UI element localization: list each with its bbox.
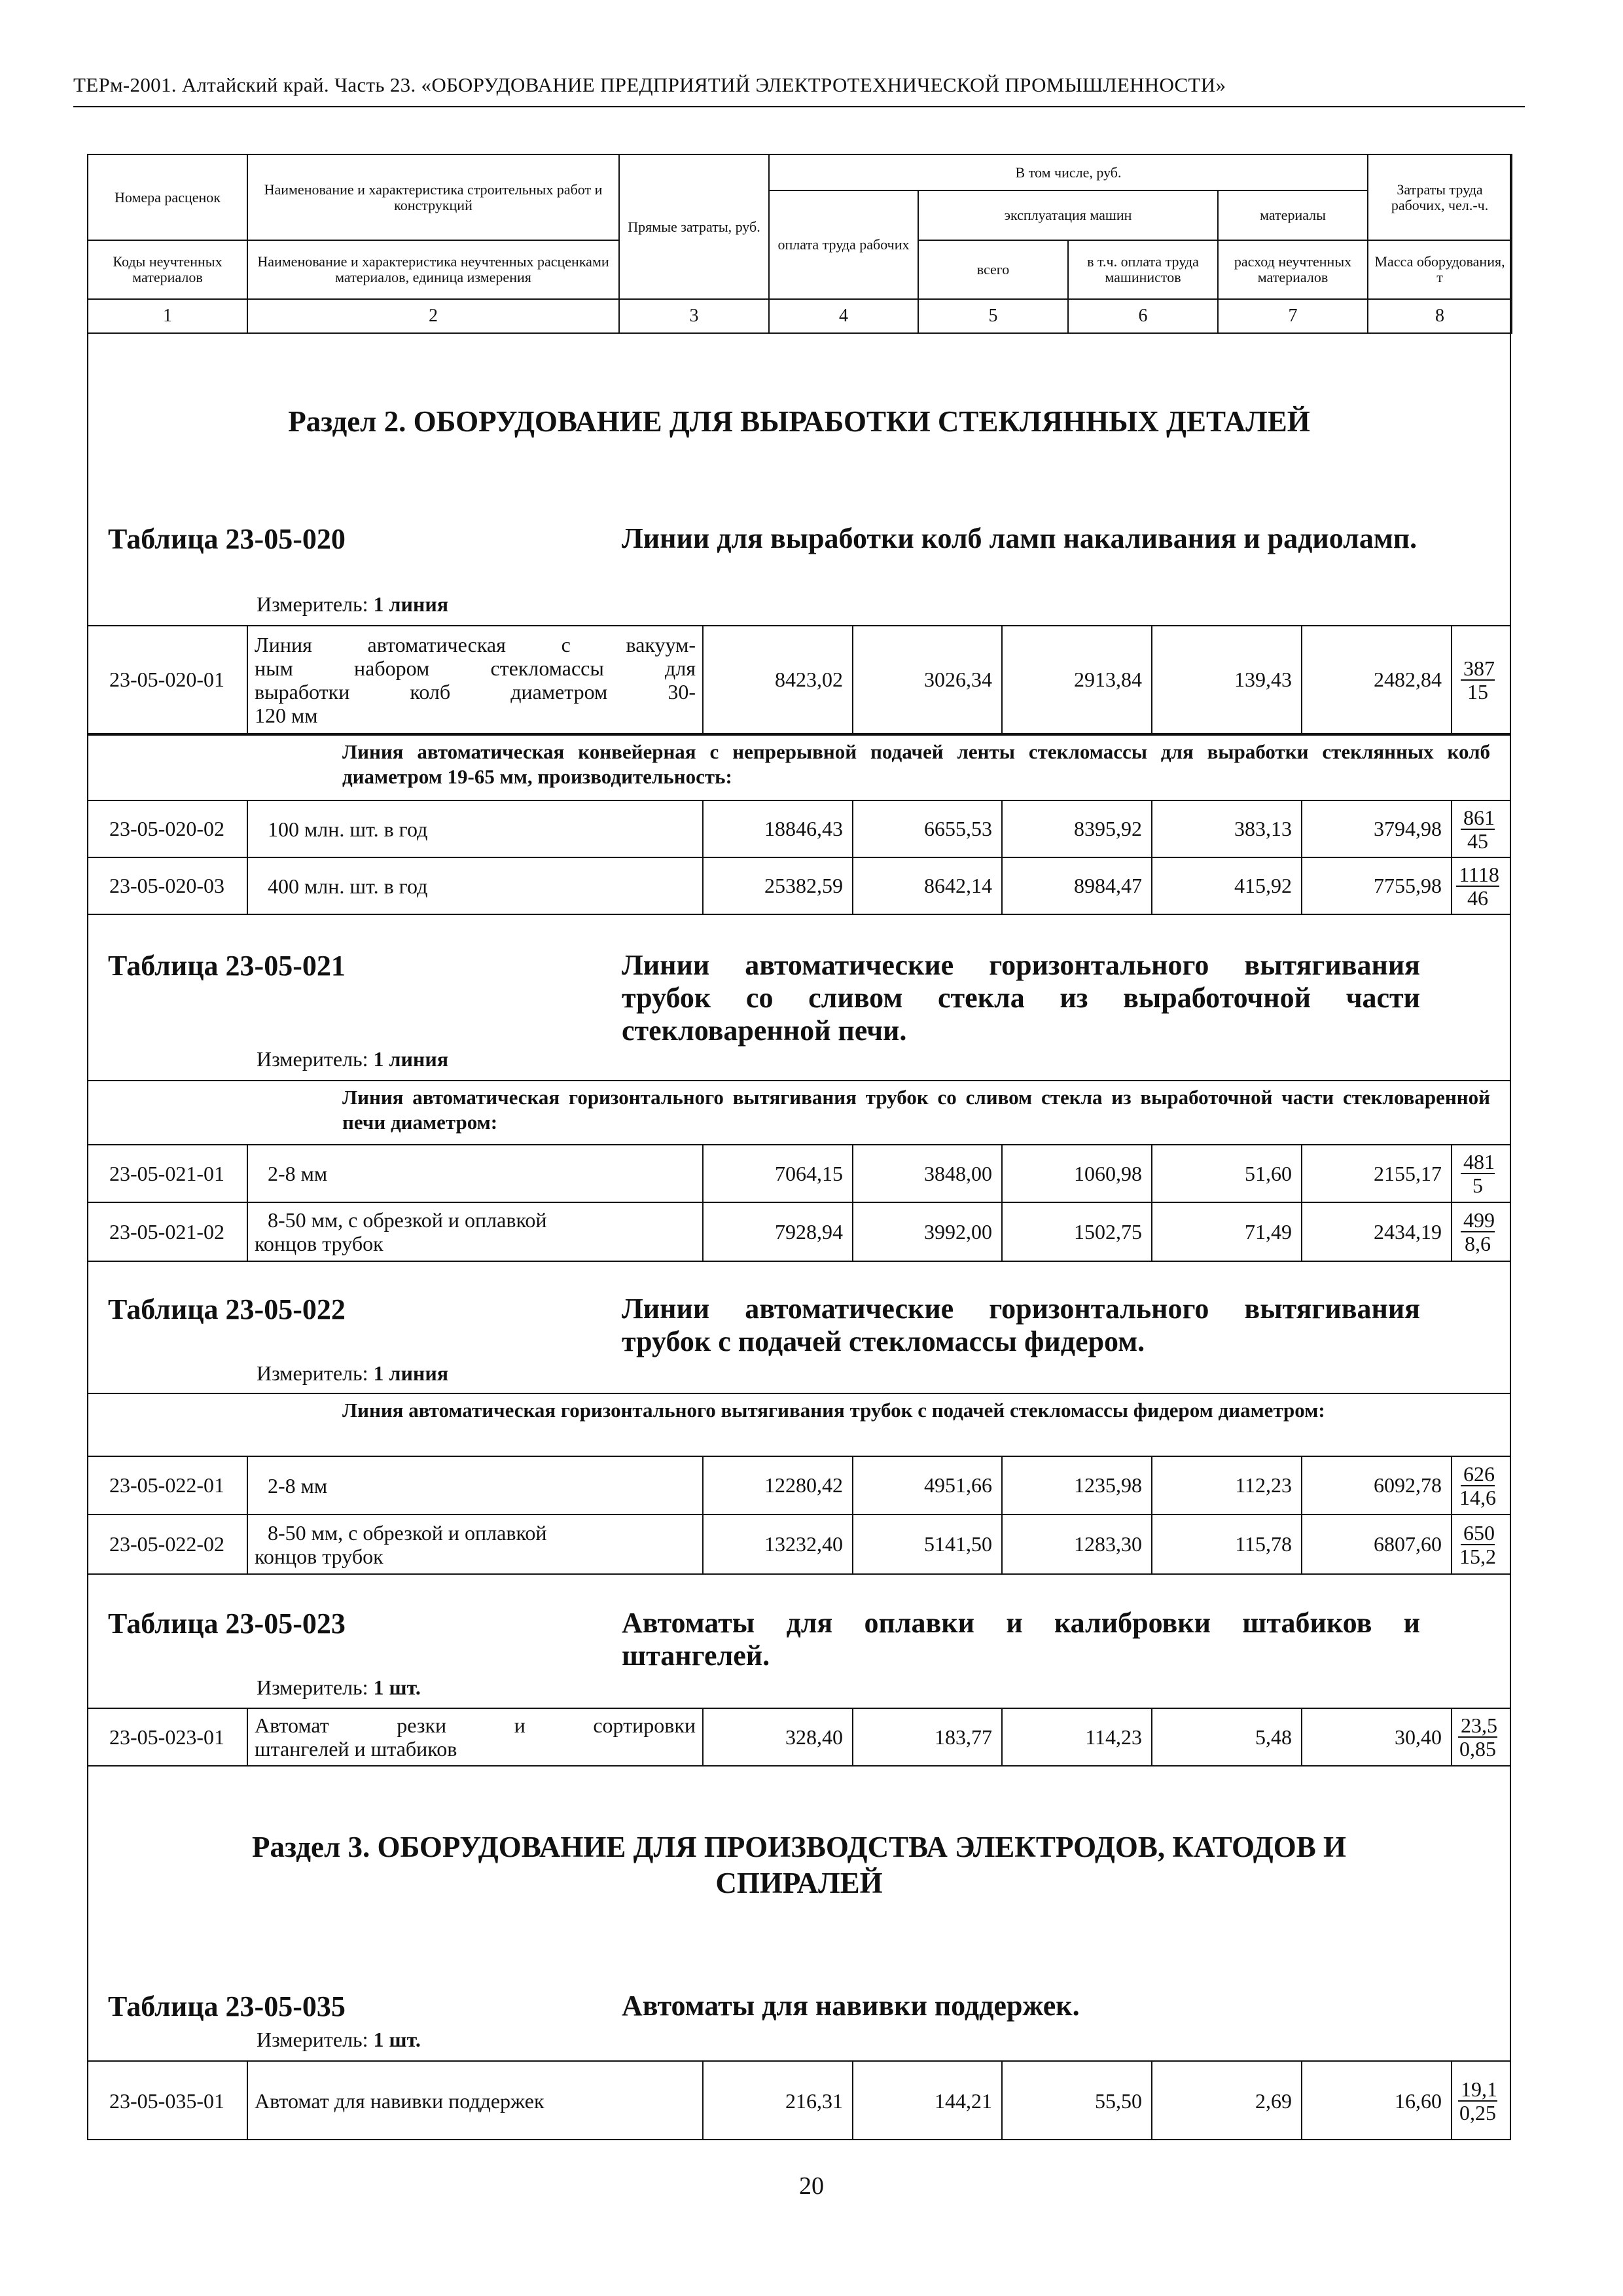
- machinist-pay: 2,69: [1151, 2062, 1301, 2140]
- item-name: [247, 1203, 702, 1261]
- table-name: Таблица 23-05-020: [108, 523, 346, 555]
- labor-mass-cell: [1451, 626, 1511, 733]
- machines-total: 1283,30: [1001, 1515, 1151, 1573]
- unit-line: [257, 1047, 448, 1071]
- equipment-mass: 5: [1472, 1174, 1483, 1197]
- item-name: 2-8 мм: [247, 1457, 702, 1514]
- col1-bottom-header: Коды неучтенных материалов: [88, 240, 247, 299]
- labor-pay: 3026,34: [852, 626, 1001, 733]
- item-name-line: Линия автоматическая с вакуум-: [255, 632, 696, 656]
- item-name-line: штангелей и штабиков: [255, 1737, 457, 1761]
- labor-mass-cell: [1451, 1203, 1511, 1261]
- item-name-line: выработки колб диаметром 30-: [255, 679, 696, 704]
- item-name: [247, 626, 702, 733]
- equipment-mass: 0,25: [1459, 2101, 1496, 2125]
- materials-cost: 2434,19: [1301, 1203, 1451, 1261]
- rate-code: 23-05-022-02: [109, 1532, 224, 1556]
- subheader-text: Линия автоматическая горизонтального вытягивания трубок с подачей стекломассы фидером диаметром:: [342, 1399, 1325, 1422]
- machinist-pay: 112,23: [1151, 1457, 1301, 1514]
- col3-header: Прямые затраты, руб.: [619, 154, 769, 299]
- item-name: 2-8 мм: [247, 1145, 702, 1202]
- equipment-mass: 15,2: [1459, 1544, 1496, 1568]
- row-subheader: [87, 1393, 1511, 1456]
- col4-header: оплата труда рабочих: [769, 190, 918, 299]
- col-number: 2: [247, 299, 619, 333]
- table-row: [87, 857, 1511, 915]
- machines-total: 8395,92: [1001, 801, 1151, 857]
- labor-mass-cell: [1451, 2062, 1511, 2140]
- materials-cost: 2155,17: [1301, 1145, 1451, 1202]
- unit-label: Измеритель:: [257, 592, 368, 616]
- col-number: 7: [1218, 299, 1368, 333]
- labor-mass-cell: [1451, 858, 1511, 914]
- materials-cost: 6807,60: [1301, 1515, 1451, 1573]
- rate-code: 23-05-020-02: [109, 817, 224, 840]
- equipment-mass: 46: [1467, 886, 1488, 910]
- subheader-text: Линия автоматическая конвейерная с непрерывной подачей ленты стекломассы для выработки стеклянных колб диаметром 19-65 мм, производительность:: [342, 740, 1490, 788]
- labor-hours: 387: [1461, 657, 1495, 681]
- direct-costs: 7928,94: [702, 1203, 852, 1261]
- equipment-mass: 0,85: [1459, 1737, 1496, 1761]
- rate-code: 23-05-021-01: [109, 1161, 224, 1185]
- item-name-line: ным набором стекломассы для: [255, 656, 696, 680]
- equipment-mass: 14,6: [1459, 1485, 1496, 1509]
- labor-pay: 5141,50: [852, 1515, 1001, 1573]
- item-name-line: 120 мм: [255, 703, 318, 727]
- labor-pay: 3992,00: [852, 1203, 1001, 1261]
- row-subheader: [87, 734, 1511, 800]
- unit-line: [257, 1361, 448, 1386]
- col2-bottom-header: Наименование и характеристика неучтенных расценками материалов, единица измерения: [247, 240, 619, 299]
- machines-total: 55,50: [1001, 2062, 1151, 2140]
- table-row: [87, 1202, 1511, 1262]
- labor-hours: 1118: [1456, 863, 1499, 887]
- section-title: [88, 1829, 1510, 1901]
- labor-pay: 183,77: [852, 1709, 1001, 1765]
- section-title-line: СПИРАЛЕЙ: [715, 1867, 883, 1899]
- col7-header: расход неучтенных материалов: [1218, 240, 1368, 299]
- unit-line: [257, 592, 448, 617]
- item-name: [247, 1709, 702, 1765]
- materials-cost: 2482,84: [1301, 626, 1451, 733]
- section-title: Раздел 2. ОБОРУДОВАНИЕ ДЛЯ ВЫРАБОТКИ СТЕКЛЯННЫХ ДЕТАЛЕЙ: [288, 405, 1310, 438]
- machines-total: 114,23: [1001, 1709, 1151, 1765]
- table-description: Автоматы для оплавки и калибровки штабиков и штангелей.: [622, 1607, 1420, 1672]
- col-number: 5: [918, 299, 1068, 333]
- table-name: Таблица 23-05-035: [108, 1990, 346, 2022]
- direct-costs: 328,40: [702, 1709, 852, 1765]
- page-number: 20: [799, 2172, 824, 2200]
- table-row: [87, 1144, 1511, 1203]
- materials-cost: 6092,78: [1301, 1457, 1451, 1514]
- unit-line: [257, 2028, 421, 2052]
- labor-pay: 3848,00: [852, 1145, 1001, 1202]
- table-name: Таблица 23-05-021: [108, 950, 346, 982]
- table-row: [87, 1708, 1511, 1767]
- running-header: ТЕРм-2001. Алтайский край. Часть 23. «ОБОРУДОВАНИЕ ПРЕДПРИЯТИЙ ЭЛЕКТРОТЕХНИЧЕСКОЙ ПРОМЫШЛЕННОСТИ»: [73, 73, 1525, 107]
- materials-cost: 16,60: [1301, 2062, 1451, 2140]
- labor-hours: 19,1: [1458, 2078, 1497, 2102]
- materials-header: материалы: [1218, 190, 1368, 240]
- machines-header: эксплуатация машин: [918, 190, 1218, 240]
- unit-label: Измеритель:: [257, 1361, 368, 1385]
- labor-mass-cell: [1451, 1515, 1511, 1573]
- unit-label: Измеритель:: [257, 2028, 368, 2051]
- machinist-pay: 51,60: [1151, 1145, 1301, 1202]
- materials-cost: 7755,98: [1301, 858, 1451, 914]
- item-name-line: концов трубок: [255, 1232, 383, 1255]
- table-row: [87, 1514, 1511, 1575]
- unit-value: 1 линия: [373, 592, 449, 616]
- col6-header: в т.ч. оплата труда машинистов: [1068, 240, 1218, 299]
- labor-hours: 499: [1461, 1209, 1495, 1232]
- item-name: 400 млн. шт. в год: [247, 858, 702, 914]
- labor-mass-cell: [1451, 1145, 1511, 1202]
- rate-code: 23-05-035-01: [109, 2089, 224, 2113]
- col8-top-header: Затраты труда рабочих, чел.-ч.: [1368, 154, 1512, 240]
- labor-hours: 650: [1461, 1522, 1495, 1545]
- direct-costs: 13232,40: [702, 1515, 852, 1573]
- rate-code: 23-05-020-03: [109, 874, 224, 897]
- machines-total: 1235,98: [1001, 1457, 1151, 1514]
- labor-pay: 8642,14: [852, 858, 1001, 914]
- labor-mass-cell: [1451, 1457, 1511, 1514]
- item-name: Автомат для навивки поддержек: [247, 2062, 702, 2140]
- rate-code: 23-05-023-01: [109, 1725, 224, 1749]
- table-row: [87, 1456, 1511, 1515]
- unit-value: 1 линия: [373, 1047, 449, 1071]
- unit-line: [257, 1676, 421, 1700]
- item-name-line: концов трубок: [255, 1544, 383, 1568]
- rate-code: 23-05-022-01: [109, 1473, 224, 1497]
- unit-label: Измеритель:: [257, 1047, 368, 1071]
- unit-value: 1 линия: [373, 1361, 449, 1385]
- col-number: 6: [1068, 299, 1218, 333]
- direct-costs: 12280,42: [702, 1457, 852, 1514]
- table-row: [87, 2060, 1511, 2140]
- direct-costs: 8423,02: [702, 626, 852, 733]
- labor-hours: 626: [1461, 1463, 1495, 1486]
- table-description: Автоматы для навивки поддержек.: [622, 1990, 1080, 2022]
- labor-hours: 23,5: [1458, 1714, 1497, 1738]
- item-name: 100 млн. шт. в год: [247, 801, 702, 857]
- table-description: Линии автоматические горизонтального вытягивания трубок с подачей стекломассы фидером.: [622, 1293, 1420, 1357]
- unit-label: Измеритель:: [257, 1676, 368, 1699]
- labor-pay: 6655,53: [852, 801, 1001, 857]
- machinist-pay: 139,43: [1151, 626, 1301, 733]
- direct-costs: 7064,15: [702, 1145, 852, 1202]
- labor-mass-cell: [1451, 1709, 1511, 1765]
- machines-total: 1502,75: [1001, 1203, 1151, 1261]
- item-name: [247, 1515, 702, 1573]
- machines-total: 8984,47: [1001, 858, 1151, 914]
- labor-pay: 144,21: [852, 2062, 1001, 2140]
- materials-cost: 3794,98: [1301, 801, 1451, 857]
- subheader-text: Линия автоматическая горизонтального вытягивания трубок со сливом стекла из выработочной части стекловаренной печи диаметром:: [342, 1086, 1490, 1134]
- direct-costs: 18846,43: [702, 801, 852, 857]
- col-number: 3: [619, 299, 769, 333]
- col-number: 8: [1368, 299, 1512, 333]
- machinist-pay: 115,78: [1151, 1515, 1301, 1573]
- rate-code: 23-05-021-02: [109, 1219, 224, 1244]
- item-name-line: Автомат резки и сортировки: [255, 1713, 696, 1737]
- table-row: [87, 625, 1511, 734]
- unit-value: 1 шт.: [373, 1676, 421, 1699]
- labor-hours: 481: [1461, 1151, 1495, 1174]
- equipment-mass: 8,6: [1465, 1232, 1491, 1255]
- item-name-line: 8-50 мм, с обрезкой и оплавкой: [268, 1208, 547, 1232]
- table-description: Линии для выработки колб ламп накаливания и радиоламп.: [622, 522, 1418, 554]
- machines-total: 2913,84: [1001, 626, 1151, 733]
- labor-mass-cell: [1451, 801, 1511, 857]
- col-number: 4: [769, 299, 918, 333]
- table-description: Линии автоматические горизонтального вытягивания трубок со сливом стекла из выработочной части стекловаренной печи.: [622, 949, 1420, 1047]
- in-that-header: В том числе, руб.: [769, 154, 1368, 190]
- equipment-mass: 45: [1467, 829, 1488, 853]
- table-row: [87, 800, 1511, 858]
- table-name: Таблица 23-05-023: [108, 1607, 346, 1640]
- section-title-line: Раздел 3. ОБОРУДОВАНИЕ ДЛЯ ПРОИЗВОДСТВА ЭЛЕКТРОДОВ, КАТОДОВ И: [251, 1831, 1346, 1863]
- machinist-pay: 5,48: [1151, 1709, 1301, 1765]
- machinist-pay: 383,13: [1151, 801, 1301, 857]
- column-header-table: [87, 154, 1512, 334]
- machines-total: 1060,98: [1001, 1145, 1151, 1202]
- unit-value: 1 шт.: [373, 2028, 421, 2051]
- equipment-mass: 15: [1467, 679, 1488, 704]
- row-subheader: [87, 1080, 1511, 1144]
- direct-costs: 25382,59: [702, 858, 852, 914]
- machinist-pay: 71,49: [1151, 1203, 1301, 1261]
- table-name: Таблица 23-05-022: [108, 1293, 346, 1325]
- direct-costs: 216,31: [702, 2062, 852, 2140]
- col-number: 1: [88, 299, 247, 333]
- col1-top-header: Номера расценок: [88, 154, 247, 240]
- item-name-line: 8-50 мм, с обрезкой и оплавкой: [268, 1520, 547, 1545]
- labor-hours: 861: [1461, 806, 1495, 830]
- col2-top-header: Наименование и характеристика строительных работ и конструкций: [247, 154, 619, 240]
- col8-bottom-header: Масса оборудования, т: [1368, 240, 1512, 299]
- machinist-pay: 415,92: [1151, 858, 1301, 914]
- rate-code: 23-05-020-01: [109, 668, 224, 691]
- materials-cost: 30,40: [1301, 1709, 1451, 1765]
- labor-pay: 4951,66: [852, 1457, 1001, 1514]
- col5-header: всего: [918, 240, 1068, 299]
